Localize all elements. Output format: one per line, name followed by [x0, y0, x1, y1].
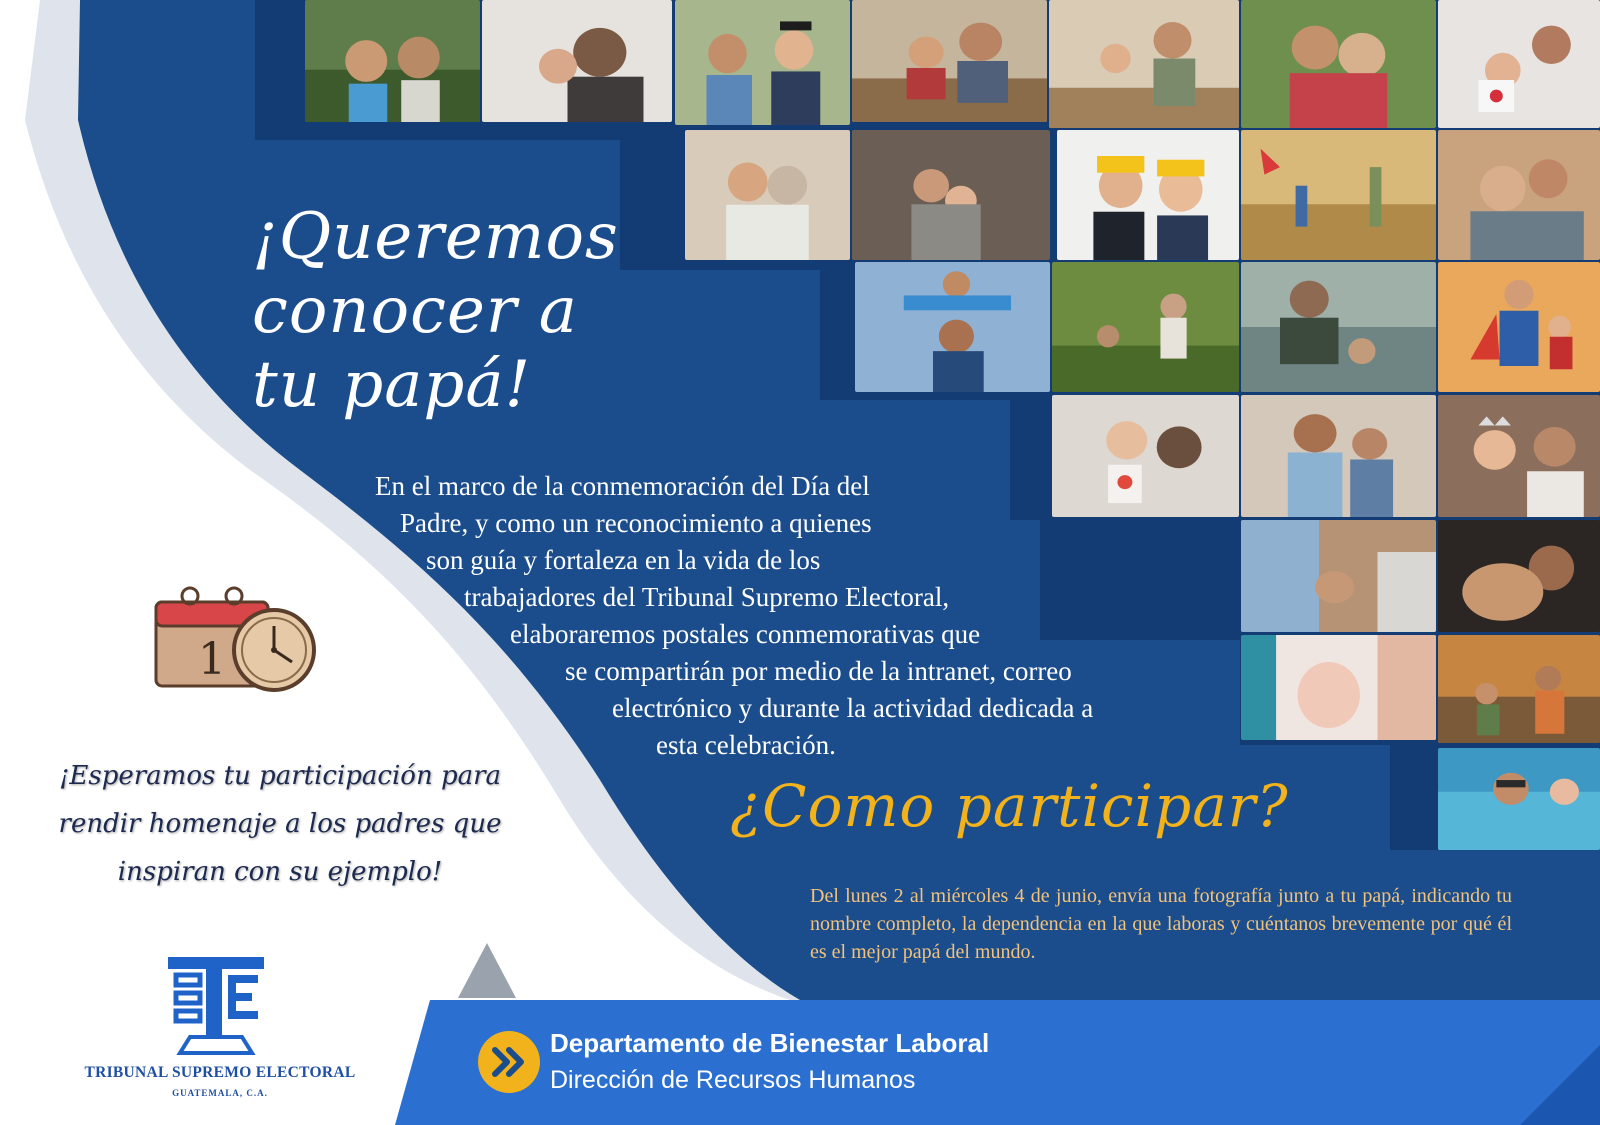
- direction-name: Dirección de Recursos Humanos: [550, 1066, 916, 1094]
- photo-kitchen: [1049, 0, 1239, 128]
- photo-elder-hug: [1241, 0, 1436, 128]
- photo-living-room: [852, 130, 1050, 260]
- organization-country: GUATEMALA, C.A.: [172, 1088, 268, 1098]
- participate-instructions: Del lunes 2 al miércoles 4 de junio, envía una fotografía junto a tu papá, indicando tu nombre completo, la dependencia en la que laboras y cuéntanos brevemente por qué él es el mejor papá del mundo.: [810, 885, 1512, 963]
- invite-line-1: ¡Esperamos tu participación para: [58, 761, 502, 791]
- calendar-clock-icon: [150, 580, 330, 695]
- headline-line-1: ¡Queremos: [252, 200, 619, 274]
- photo-father-hug: [482, 0, 672, 122]
- intro-line-6: se compartirán por medio de la intranet, correo: [565, 656, 1072, 686]
- calendar-day: 1: [198, 634, 226, 685]
- double-chevron-right-icon: [477, 1030, 541, 1094]
- intro-line-2: Padre, y como un reconocimiento a quienes: [400, 508, 872, 538]
- photo-princess: [1438, 395, 1600, 517]
- photo-pool: [1438, 748, 1600, 850]
- invite-line-2: rendir homenaje a los padres que: [58, 809, 502, 839]
- invite-line-3: inspiran con su ejemplo!: [117, 857, 443, 887]
- intro-line-7: electrónico y durante la actividad dedicada a: [612, 693, 1094, 723]
- photo-lake: [1241, 262, 1436, 392]
- photo-workshop: [852, 0, 1047, 122]
- photo-couple-elder: [685, 130, 850, 260]
- photo-ties: [1241, 395, 1436, 517]
- invitation-text: [30, 752, 530, 896]
- tse-logo: [160, 955, 272, 1055]
- intro-line-8: esta celebración.: [656, 730, 836, 760]
- photo-newborn: [1241, 635, 1436, 740]
- headline-line-3: tu papá!: [252, 348, 532, 422]
- photo-hands: [1241, 520, 1436, 632]
- photo-pregnant: [1438, 520, 1600, 632]
- intro-line-1: En el marco de la conmemoración del Día del: [375, 471, 870, 501]
- photo-garden: [1052, 262, 1239, 392]
- photo-grandpa-smile: [1438, 130, 1600, 260]
- headline-line-2: conocer a: [252, 274, 578, 348]
- intro-line-5: elaboraremos postales conmemorativas que: [510, 619, 981, 649]
- photo-superheroes: [1438, 262, 1600, 392]
- department-name: Departamento de Bienestar Laboral: [550, 1028, 990, 1058]
- intro-line-3: son guía y fortaleza en la vida de los: [426, 545, 821, 575]
- photo-hardhats: [1057, 130, 1239, 260]
- photo-graduation: [675, 0, 850, 125]
- participate-title: ¿Como participar?: [730, 772, 1289, 840]
- photo-hiking: [1438, 635, 1600, 743]
- photo-selfie-grandfather: [305, 0, 480, 122]
- photo-kite-field: [1241, 130, 1436, 260]
- photo-heart-card: [1438, 0, 1600, 128]
- main-headline: [252, 200, 642, 422]
- photo-shoulder-ride: [855, 262, 1050, 392]
- intro-line-4: trabajadores del Tribunal Supremo Electoral,: [464, 582, 950, 612]
- organization-name: TRIBUNAL SUPREMO ELECTORAL: [84, 1064, 356, 1081]
- photo-girl-card: [1052, 395, 1239, 517]
